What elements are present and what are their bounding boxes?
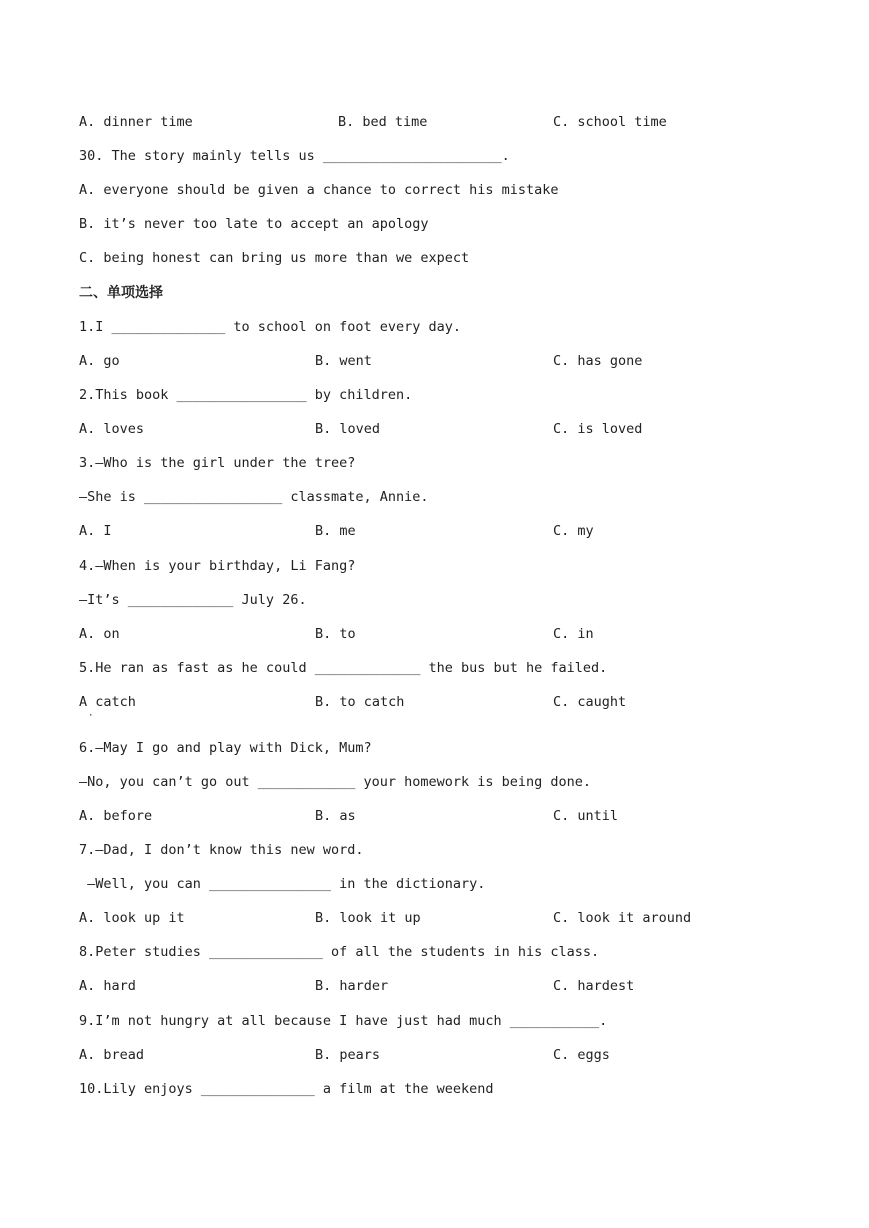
question-4-option-a: A. on: [79, 626, 120, 642]
question-6-stem: 6.—May I go and play with Dick, Mum?: [79, 740, 372, 756]
question-9-stem: 9.I’m not hungry at all because I have just had much ___________.: [79, 1013, 608, 1029]
question-6-stem-line-2: —No, you can’t go out ____________ your homework is being done.: [79, 774, 592, 790]
question-9-option-b: B. pears: [315, 1047, 381, 1063]
question-7-stem-line-2: —Well, you can _______________ in the dictionary.: [79, 876, 486, 892]
question-8-stem: 8.Peter studies ______________ of all the students in his class.: [79, 944, 600, 960]
question-6-option-b: B. as: [315, 808, 356, 824]
question-2-option-a: A. loves: [79, 421, 145, 437]
question-7-stem: 7.—Dad, I don’t know this new word.: [79, 842, 364, 858]
section-title: 二、单项选择: [79, 285, 163, 301]
question-5-option-b: B. to catch: [315, 694, 405, 710]
question-9-option-a: A. bread: [79, 1047, 145, 1063]
option-a: A. dinner time: [79, 114, 193, 130]
question-8-option-c: C. hardest: [553, 978, 635, 994]
question-30-option-b: B. it’s never too late to accept an apology: [79, 216, 429, 232]
question-9-option-c: C. eggs: [553, 1047, 610, 1063]
question-30-option-c: C. being honest can bring us more than we expect: [79, 250, 470, 266]
question-1-option-a: A. go: [79, 353, 120, 369]
question-3-option-a: A. I: [79, 523, 112, 539]
stray-dot: ·: [88, 711, 94, 721]
question-4-option-b: B. to: [315, 626, 356, 642]
question-3-option-c: C. my: [553, 523, 594, 539]
option-b: B. bed time: [338, 114, 428, 130]
question-4-stem-line-2: —It’s _____________ July 26.: [79, 592, 307, 608]
question-3-option-b: B. me: [315, 523, 356, 539]
question-1-option-b: B. went: [315, 353, 372, 369]
question-5-option-a: A catch: [79, 694, 136, 710]
question-2-option-b: B. loved: [315, 421, 381, 437]
question-7-option-c: C. look it around: [553, 910, 692, 926]
question-4-stem: 4.—When is your birthday, Li Fang?: [79, 558, 356, 574]
question-2-stem: 2.This book ________________ by children.: [79, 387, 413, 403]
question-8-option-b: B. harder: [315, 978, 389, 994]
question-1-option-c: C. has gone: [553, 353, 643, 369]
option-c: C. school time: [553, 114, 667, 130]
question-2-option-c: C. is loved: [553, 421, 643, 437]
question-5-option-c: C. caught: [553, 694, 627, 710]
question-10-stem: 10.Lily enjoys ______________ a film at the weekend: [79, 1081, 494, 1097]
question-30-option-a: A. everyone should be given a chance to correct his mistake: [79, 182, 559, 198]
question-6-option-c: C. until: [553, 808, 619, 824]
question-5-stem: 5.He ran as fast as he could _____________ the bus but he failed.: [79, 660, 608, 676]
question-4-option-c: C. in: [553, 626, 594, 642]
question-7-option-a: A. look up it: [79, 910, 185, 926]
question-30-stem: 30. The story mainly tells us ______________________.: [79, 148, 510, 164]
question-3-stem: 3.—Who is the girl under the tree?: [79, 455, 356, 471]
question-7-option-b: B. look it up: [315, 910, 421, 926]
question-3-stem-line-2: —She is _________________ classmate, Annie.: [79, 489, 429, 505]
question-1-stem: 1.I ______________ to school on foot every day.: [79, 319, 462, 335]
question-6-option-a: A. before: [79, 808, 153, 824]
question-8-option-a: A. hard: [79, 978, 136, 994]
